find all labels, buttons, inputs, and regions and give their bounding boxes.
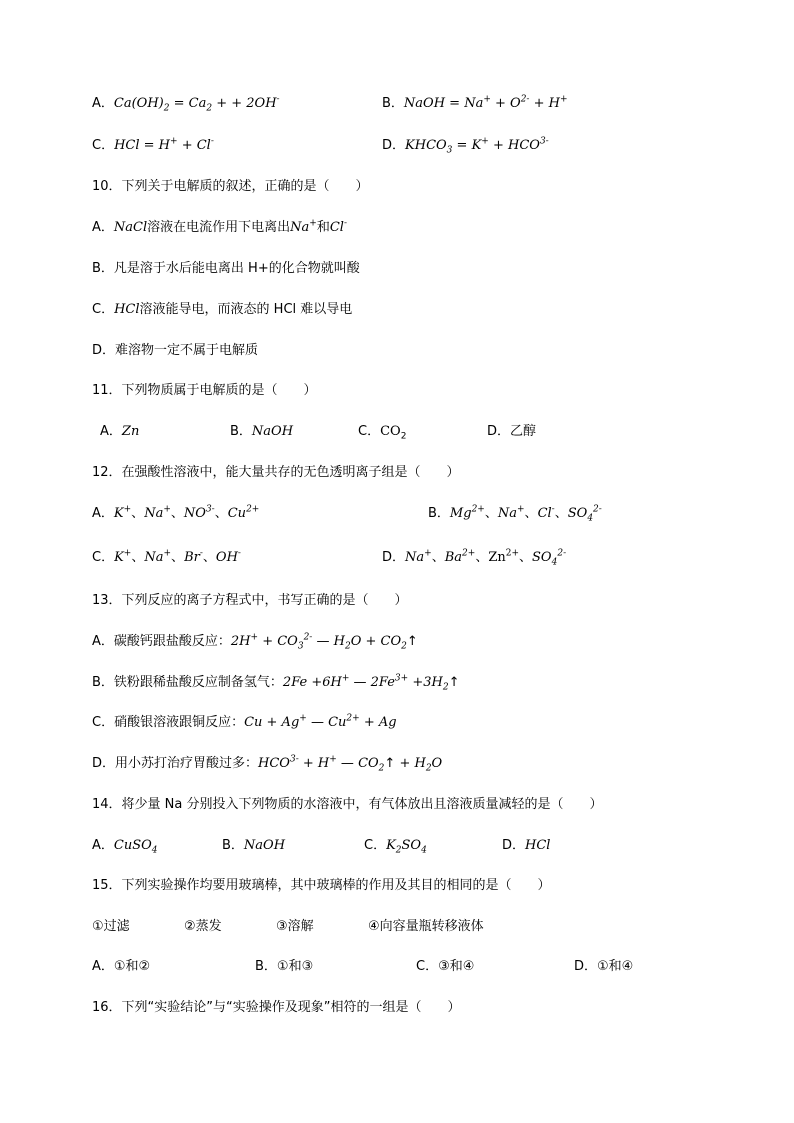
q9-option-c: C．HCl = H+ + Cl- [92,136,214,153]
q16-stem: 16．下列“实验结论”与“实验操作及现象”相符的一组是（ ） [92,1000,461,1015]
q11-option-a: A．Zn [100,424,140,439]
q9-option-b: B．NaOH = $Na^+ + O^{2-} + H^+$ [382,94,568,111]
q9-option-a: A．$Ca(OH)_2 = Ca_2$ + + 2OH- [92,94,280,114]
q10-option-c: C．HCl溶液能导电，而液态的 HCl 难以导电 [92,302,353,317]
q15-stem: 15．下列实验操作均要用玻璃棒，其中玻璃棒的作用及其目的相同的是（ ） [92,878,551,893]
q14-option-d: D．HCl [502,838,551,853]
q15-option-b: B．①和③ [255,959,314,974]
q10-stem: 10．下列关于电解质的叙述，正确的是（ ） [92,179,369,194]
q15-option-a: A．①和② [92,959,151,974]
q12-option-b: B．$Mg^{2+}$、Na+、Cl-、$SO_4^{2-}$ [428,504,602,524]
q12-stem: 12．在强酸性溶液中，能大量共存的无色透明离子组是（ ） [92,465,460,480]
q10-option-a: A．NaCl溶液在电流作用下电离出Na+和Cl- [92,218,348,235]
q14-option-c: C．$K_2SO_4$ [364,838,427,856]
q11-option-b: B．NaOH [230,424,294,439]
q12-option-a: A．K+、Na+、$NO^{3-}$、$Cu^{2+}$ [92,504,260,521]
q13-option-c: C．硝酸银溶液跟铜反应：Cu + Ag+ — $Cu^{2+} + Ag$ [92,713,397,730]
q11-option-c: C．$CO_2$ [358,424,407,442]
q14-stem: 14．将少量 Na 分别投入下列物质的水溶液中，有气体放出且溶液质量减轻的是（ ） [92,797,603,812]
q15-item-1: ①过滤 [92,919,130,934]
q15-item-3: ③溶解 [276,919,314,934]
q15-option-d: D．①和④ [574,959,634,974]
q10-option-d: D．难溶物一定不属于电解质 [92,343,259,358]
q12-option-c: C．K+、Na+、Br-、OH- [92,548,241,565]
q15-item-4: ④向容量瓶转移液体 [368,919,484,934]
q14-option-b: B．NaOH [222,838,286,853]
q11-stem: 11．下列物质属于电解质的是（ ） [92,383,317,398]
q15-item-2: ②蒸发 [184,919,222,934]
q13-option-d: D．用小苏打治疗胃酸过多：$HCO^{3-} + H^+$ — $CO_2↑ + H_2O$ [92,754,443,774]
q12-option-d: D．Na+、$Ba^{2+}$、$Zn^{2+}$、$SO_4^{2-}$ [382,548,567,568]
q13-option-a: A．碳酸钙跟盐酸反应：$2H^+ + CO_3^{2-}$ — $H_2O$ + $CO_2↑$ [92,632,418,652]
q10-option-b: B．凡是溶于水后能电离出 H+的化合物就叫酸 [92,261,360,276]
q13-option-b: B．铁粉跟稀盐酸反应制备氢气：2Fe +6H+ — $2Fe^{3+}$ $+3H_2↑$ [92,673,460,693]
q15-option-c: C．③和④ [416,959,475,974]
q9-option-d: D．$KHCO_3 = K^+ + HCO^{3-}$ [382,136,549,156]
q11-option-d: D．乙醇 [487,424,537,439]
q13-stem: 13．下列反应的离子方程式中，书写正确的是（ ） [92,593,408,608]
q14-option-a: A．CuSO$_4$ [92,838,158,856]
